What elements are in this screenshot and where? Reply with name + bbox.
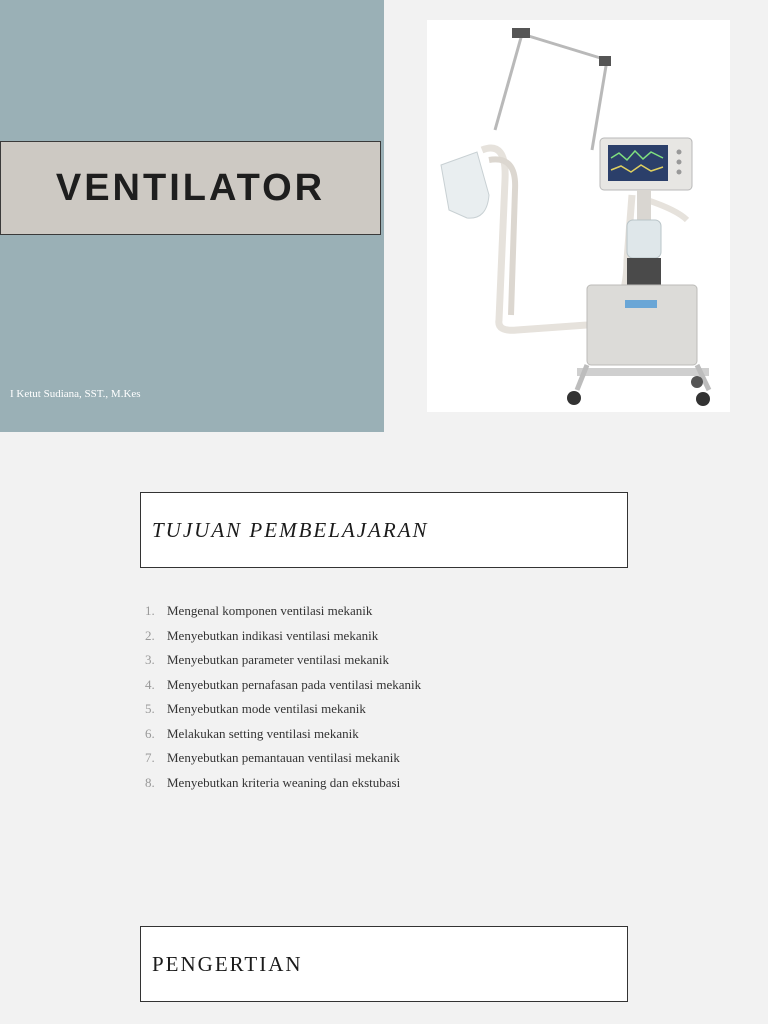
ventilator-photo: [427, 20, 730, 412]
list-text: Menyebutkan parameter ventilasi mekanik: [167, 652, 390, 667]
author-name: I Ketut Sudiana, SST., M.Kes: [10, 388, 141, 400]
list-item: [145, 677, 421, 702]
list-number: 8.: [145, 774, 155, 790]
list-item: [145, 603, 421, 628]
list-item: [145, 775, 421, 800]
list-item: [145, 726, 421, 751]
list-text: Menyebutkan kriteria weaning dan ekstubasi: [167, 774, 401, 790]
objectives-heading: TUJUAN PEMBELAJARAN: [152, 517, 429, 542]
objectives-list: [145, 603, 421, 799]
list-item: [145, 750, 421, 775]
list-text: Menyebutkan pemantauan ventilasi mekanik: [167, 750, 400, 765]
list-number: 5.: [145, 701, 155, 716]
title-slide: [0, 0, 768, 432]
objectives-heading-box: [140, 492, 628, 568]
list-number: 6.: [145, 725, 155, 741]
title-box: [0, 141, 381, 235]
list-text: Menyebutkan pernafasan pada ventilasi mekanik: [167, 676, 422, 692]
list-number: 4.: [145, 676, 155, 692]
definition-heading-box: [140, 926, 628, 1002]
list-text: Mengenal komponen ventilasi mekanik: [167, 603, 373, 618]
list-item: [145, 701, 421, 726]
list-number: 3.: [145, 652, 155, 667]
definition-heading: PENGERTIAN: [152, 951, 303, 976]
list-item: [145, 652, 421, 677]
list-text: Melakukan setting ventilasi mekanik: [167, 725, 359, 741]
list-number: 1.: [145, 603, 155, 618]
list-number: 2.: [145, 627, 155, 643]
list-number: 7.: [145, 750, 155, 765]
list-text: Menyebutkan mode ventilasi mekanik: [167, 701, 366, 716]
ventilator-illustration: [427, 20, 730, 412]
list-item: [145, 628, 421, 653]
list-text: Menyebutkan indikasi ventilasi mekanik: [167, 627, 379, 643]
left-panel: [0, 0, 384, 432]
slide-title: VENTILATOR: [55, 166, 326, 209]
